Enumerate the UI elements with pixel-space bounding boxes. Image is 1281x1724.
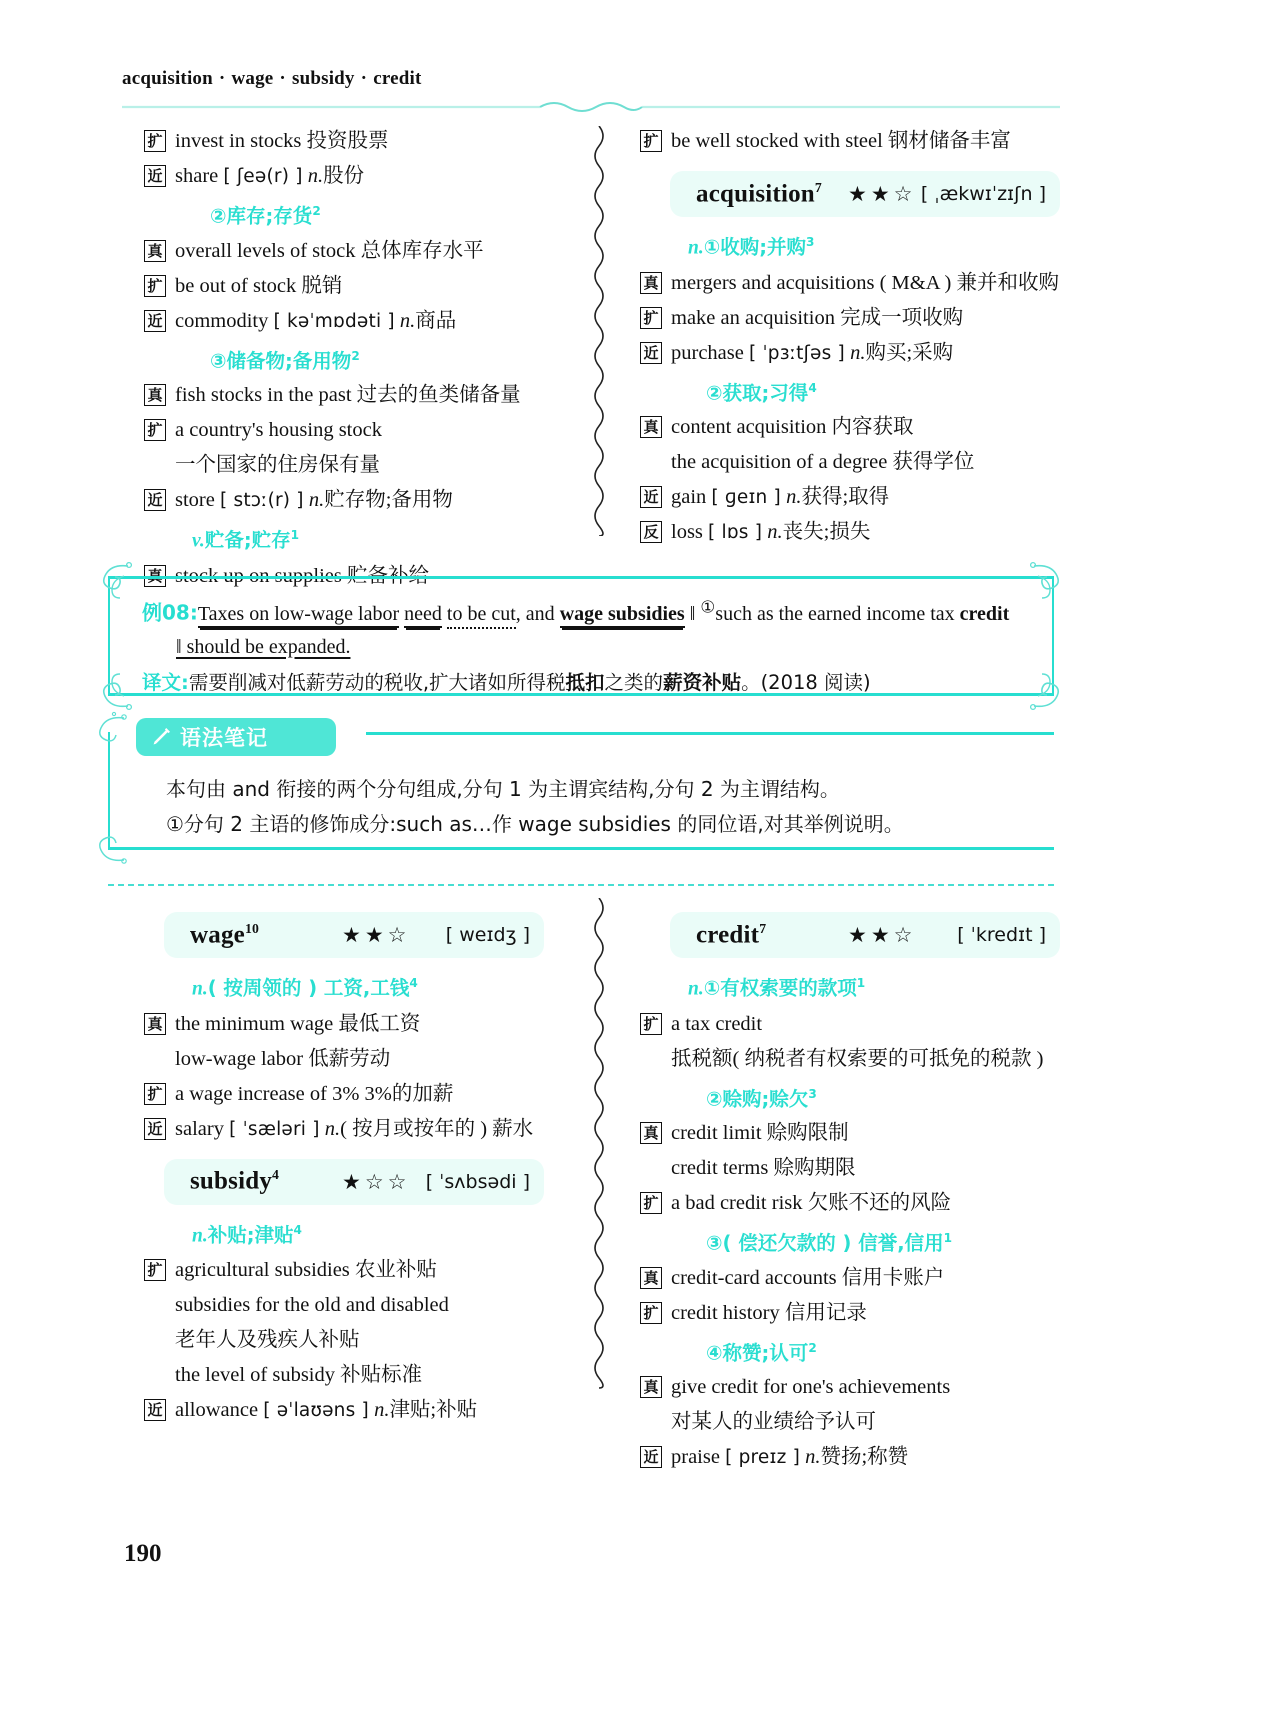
entry-text: 老年人及残疾人补贴 [175, 1329, 360, 1351]
entry-tag-近: 近 [640, 1446, 662, 1468]
entry-text: mergers and acquisitions ( M&A ) 兼并和收购 [671, 271, 1059, 294]
credit-entry-list [640, 968, 1060, 1473]
entry-text: 一个国家的住房保有量 [175, 454, 380, 476]
entry-line [640, 1044, 1060, 1075]
entry-text: a country's housing stock [175, 419, 382, 441]
word-header-credit[interactable] [670, 912, 1060, 958]
running-head [122, 68, 422, 90]
entry-text: fish stocks in the past 过去的鱼类储备量 [175, 384, 521, 406]
entry-text: 对某人的业绩给予认可 [671, 1411, 876, 1433]
sense-definition: ②赊购;赊欠$^3$ [706, 1086, 817, 1110]
entry-tag-扩: 扩 [640, 1013, 662, 1035]
entry-tag-近: 近 [144, 165, 166, 187]
entry-text: agricultural subsidies 农业补贴 [175, 1259, 437, 1281]
sense-definition: ②库存;存货$^2$ [210, 204, 321, 228]
entry-line [144, 1255, 564, 1286]
entry-tag-扩: 扩 [640, 1192, 662, 1214]
example-token: ‖ [684, 602, 701, 625]
entry-text: loss [ lɒs ] n.丧失;损失 [671, 521, 871, 543]
entry-tag-真: 真 [640, 416, 662, 438]
translation-text: 需要削减对低薪劳动的税收,扩大诸如所得税抵扣之类的薪资补贴。(2018 阅读) [188, 670, 871, 694]
entry-tag-近: 近 [640, 342, 662, 364]
star-rating-credit: ★★☆ [848, 923, 917, 947]
entry-line [640, 1009, 1060, 1040]
entry-tag-近: 近 [640, 486, 662, 508]
entry-line [640, 303, 1060, 334]
corner-flourish-bottom-left-icon [94, 668, 134, 712]
entry-tag-扩: 扩 [144, 1259, 166, 1281]
grammar-note-line-1: 本句由 and 衔接的两个分句组成,分句 1 为主谓宾结构,分句 2 为主谓结构。 [166, 777, 840, 801]
entry-line [144, 1395, 564, 1426]
grammar-note-text [166, 772, 1036, 842]
entry-text: 抵税额( 纳税者有权索要的可抵免的税款 ) [671, 1047, 1044, 1070]
entry-line [144, 306, 564, 337]
entry-line [144, 1290, 564, 1321]
entry-line [640, 1153, 1060, 1184]
entry-text: the level of subsidy 补贴标准 [175, 1364, 423, 1386]
word-title-acquisition: acquisition$^7$ [696, 179, 822, 208]
entry-text: praise [ preɪz ] n.赞扬;称赞 [671, 1446, 909, 1468]
entry-line [144, 161, 564, 192]
running-head-dot-2: · [279, 68, 286, 89]
entry-line [144, 485, 564, 516]
entry-text: share [ ʃeə(r) ] n.股份 [175, 165, 365, 187]
star-rating-subsidy: ★☆☆ [342, 1169, 411, 1194]
entry-text: subsidies for the old and disabled [175, 1294, 449, 1316]
example-colon: : [189, 600, 198, 625]
entry-text: gain [ ɡeɪn ] n.获得;取得 [671, 486, 890, 508]
entry-text: overall levels of stock 总体库存水平 [175, 239, 484, 262]
entry-line [640, 1372, 1060, 1403]
entry-line [640, 412, 1060, 443]
star-rating-wage: ★★☆ [342, 923, 411, 947]
entry-tag-近: 近 [144, 310, 166, 332]
entry-text: credit-card accounts 信用卡账户 [671, 1266, 945, 1289]
running-head-dot-1: · [218, 68, 226, 89]
example-token: wage subsidies [560, 603, 685, 628]
example-label: 例08 [142, 600, 190, 625]
phonetic-credit: [ ˈkredɪt ] [957, 924, 1046, 946]
phonetic-acquisition: [ ˌækwɪˈzɪʃn ] [920, 183, 1046, 205]
entry-text: a wage increase of 3% 3%的加薪 [175, 1082, 454, 1105]
entry-line [640, 1298, 1060, 1329]
sense-definition: v.贮备;贮存$^1$ [192, 528, 300, 552]
grammar-corner-flourish-bottom-icon [90, 824, 130, 868]
left-entry-list [144, 126, 564, 592]
entry-tag-扩: 扩 [640, 307, 662, 329]
entry-text: salary [ ˈsæləri ] n.( 按月或按年的 ) 薪水 [175, 1117, 534, 1140]
sense-definition: n.①收购;并购$^3$ [688, 235, 815, 259]
left-column-bottom [144, 898, 564, 1430]
running-head-word-4: credit [373, 68, 422, 89]
entry-tag-扩: 扩 [144, 1083, 166, 1105]
entry-line [144, 1325, 564, 1356]
entry-line [640, 1263, 1060, 1294]
entry-text: store [ stɔː(r) ] n.贮存物;备用物 [175, 489, 453, 511]
entry-line [144, 1079, 564, 1110]
left-column-top [144, 126, 564, 596]
example-token: , and [515, 602, 560, 625]
header-rule-ornament [122, 100, 1060, 114]
entry-text: make an acquisition 完成一项收购 [671, 306, 964, 329]
entry-tag-真: 真 [640, 272, 662, 294]
example-token: need [404, 603, 442, 628]
entry-line [640, 338, 1060, 369]
entry-text: low-wage labor 低薪劳动 [175, 1047, 391, 1070]
entry-tag-真: 真 [144, 384, 166, 406]
sense-definition: ③储备物;备用物$^2$ [210, 348, 360, 372]
entry-text: commodity [ kəˈmɒdəti ] n.商品 [175, 309, 457, 332]
example-sentence-line-2: ‖ should be expanded. [176, 635, 351, 658]
entry-line [640, 447, 1060, 478]
running-head-word-2: wage [231, 68, 274, 89]
example-sentence-line-1 [142, 590, 1034, 631]
entry-line [640, 517, 1060, 548]
entry-line [144, 1114, 564, 1145]
entry-line [144, 450, 564, 481]
page-number: 190 [124, 1540, 162, 1567]
entry-line [640, 1407, 1060, 1438]
corner-flourish-bottom-right-icon [1028, 668, 1068, 712]
grammar-note-title: 语法笔记 [180, 726, 268, 750]
entry-line [144, 380, 564, 411]
entry-tag-扩: 扩 [640, 130, 662, 152]
entry-text: give credit for one's achievements [671, 1376, 951, 1398]
grammar-note-line-2: ①分句 2 主语的修饰成分:such as…作 wage subsidies 的同位语,对其举例说明。 [166, 812, 904, 836]
corner-flourish-top-right-icon [1028, 560, 1068, 604]
grammar-note-badge[interactable] [136, 718, 336, 756]
grammar-note-block [108, 724, 1054, 850]
entry-tag-真: 真 [640, 1376, 662, 1398]
entry-line [640, 1188, 1060, 1219]
example-token: such as the earned income tax [715, 602, 960, 625]
entry-line [640, 482, 1060, 513]
example-token: to be cut [447, 603, 516, 629]
subsidy-entry-list [144, 1215, 564, 1427]
word-title-subsidy: subsidy$^4$ [190, 1167, 280, 1195]
example-token: credit [959, 602, 1010, 625]
corner-flourish-top-left-icon [94, 560, 134, 604]
entry-text: invest in stocks 投资股票 [175, 130, 389, 152]
entry-line [640, 1442, 1060, 1473]
wage-entry-list [144, 968, 564, 1145]
entry-line [640, 1118, 1060, 1149]
entry-tag-真: 真 [144, 1013, 166, 1035]
sense-definition: ②获取;习得$^4$ [706, 380, 817, 404]
entry-line [144, 126, 564, 157]
entry-text: a tax credit [671, 1012, 763, 1035]
acquisition-entry-list [640, 227, 1060, 548]
sense-definition: n.①有权索要的款项$^1$ [688, 976, 866, 1000]
example-token: Taxes on low-wage labor [198, 603, 399, 628]
grammar-corner-flourish-icon [90, 710, 130, 754]
sense-definition: n.补贴;津贴$^4$ [192, 1222, 302, 1246]
entry-line [640, 126, 1060, 157]
word-title-wage: wage$^{10}$ [190, 920, 260, 949]
star-rating-acquisition: ★★☆ [848, 182, 917, 206]
entry-line [640, 268, 1060, 299]
entry-text: credit limit 赊购限制 [671, 1122, 849, 1144]
word-header-wage[interactable] [164, 912, 544, 958]
entry-text: allowance [ əˈlaʊəns ] n.津贴;补贴 [175, 1399, 478, 1421]
entry-text: a bad credit risk 欠账不还的风险 [671, 1192, 952, 1214]
entry-tag-扩: 扩 [144, 130, 166, 152]
example-block [108, 576, 1054, 696]
running-head-dot-3: · [360, 68, 368, 89]
phonetic-wage: [ weɪdʒ ] [445, 924, 530, 946]
entry-text: the acquisition of a degree 获得学位 [671, 451, 975, 473]
entry-text: the minimum wage 最低工资 [175, 1012, 421, 1035]
example-content [142, 590, 1034, 699]
column-divider-wave [588, 126, 610, 536]
sense-definition: ③( 偿还欠款的 ) 信誉,信用$^1$ [706, 1231, 953, 1255]
entry-tag-扩: 扩 [144, 419, 166, 441]
entry-tag-真: 真 [640, 1122, 662, 1144]
entry-text: purchase [ ˈpɜːtʃəs ] n.购买;采购 [671, 341, 954, 364]
entry-text: content acquisition 内容获取 [671, 416, 914, 438]
entry-tag-真: 真 [144, 240, 166, 262]
translation-label: 译文 [142, 670, 182, 694]
example-translation-row [142, 666, 1034, 699]
entry-line [144, 1009, 564, 1040]
right-pre-entry-list [640, 126, 1060, 157]
entry-line [144, 236, 564, 267]
word-header-subsidy[interactable] [164, 1159, 544, 1205]
right-column-bottom [640, 898, 1060, 1477]
entry-text: be out of stock 脱销 [175, 274, 343, 297]
sense-definition: ④称赞;认可$^2$ [706, 1340, 817, 1364]
translation-colon: : [181, 670, 189, 694]
entry-text: be well stocked with steel 钢材储备丰富 [671, 130, 1011, 152]
entry-tag-扩: 扩 [640, 1302, 662, 1324]
pencil-icon [150, 726, 172, 748]
entry-tag-近: 近 [144, 489, 166, 511]
entry-tag-近: 近 [144, 1399, 166, 1421]
entry-tag-反: 反 [640, 521, 662, 543]
example-sentence-parts [197, 597, 1010, 625]
entry-text: credit history 信用记录 [671, 1301, 867, 1324]
right-column-top [640, 126, 1060, 552]
entry-line [144, 1360, 564, 1391]
sense-definition: n.( 按周领的 ) 工资,工钱$^4$ [192, 976, 418, 1000]
entry-line [144, 415, 564, 446]
entry-tag-近: 近 [144, 1118, 166, 1140]
word-header-acquisition[interactable] [670, 171, 1060, 217]
entry-text: stock up on supplies 贮备补给 [175, 564, 429, 587]
entry-text: credit terms 赊购期限 [671, 1157, 856, 1179]
entry-tag-真: 真 [144, 565, 166, 587]
entry-tag-真: 真 [640, 1267, 662, 1289]
example-token: ① [700, 597, 716, 616]
grammar-note-top-rule [366, 732, 1054, 735]
entry-line [144, 271, 564, 302]
running-head-word-1: acquisition [122, 68, 213, 89]
section-separator [108, 884, 1054, 888]
entry-line [144, 1044, 564, 1075]
column-divider-wave-bottom [588, 898, 610, 1408]
phonetic-subsidy: [ ˈsʌbsədi ] [425, 1170, 530, 1193]
word-title-credit: credit$^7$ [696, 920, 767, 949]
running-head-word-3: subsidy [291, 68, 355, 89]
entry-tag-扩: 扩 [144, 275, 166, 297]
